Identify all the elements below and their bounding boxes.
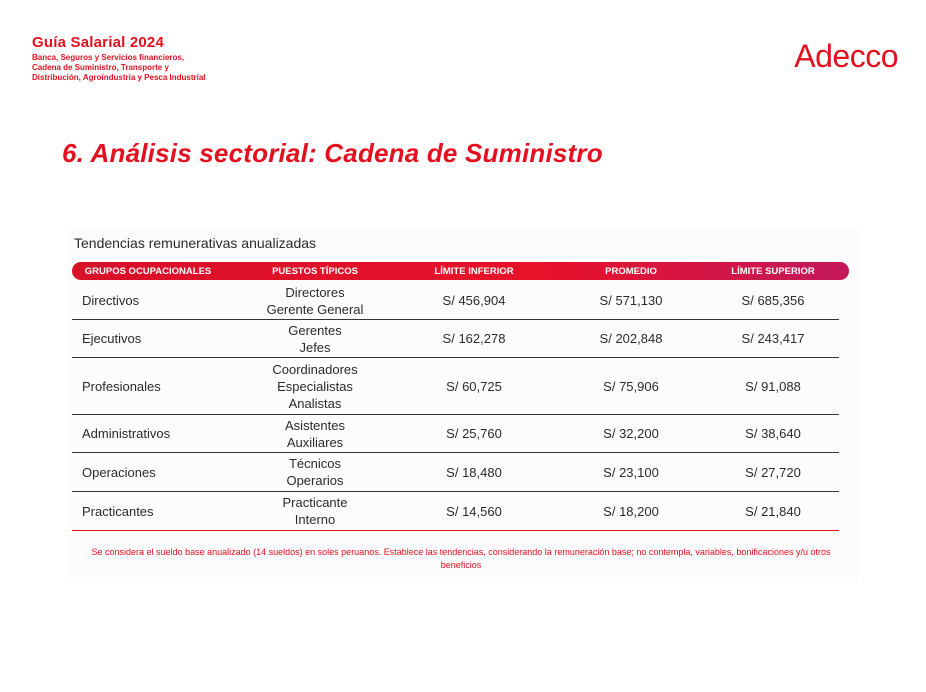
lower-limit-cell: S/ 25,760: [446, 426, 502, 441]
column-header-lower-limit: LÍMITE INFERIOR: [434, 266, 514, 277]
column-header-upper-limit: LÍMITE SUPERIOR: [731, 266, 815, 277]
average-cell: S/ 23,100: [603, 464, 659, 480]
column-header-average: PROMEDIO: [605, 266, 657, 277]
average-cell: S/ 75,906: [603, 378, 659, 394]
table-row: [72, 282, 839, 320]
positions-cell: [282, 492, 347, 530]
table-row: [72, 453, 839, 492]
lower-limit-cell: S/ 18,480: [446, 464, 502, 480]
lower-limit-cell: S/ 162,278: [442, 331, 506, 346]
position-label: Operarios: [286, 473, 344, 488]
group-cell: Operaciones: [82, 464, 156, 480]
position-label: Coordinadores: [272, 361, 358, 377]
position-label: Gerentes: [288, 322, 342, 338]
positions-cell: [285, 415, 345, 452]
table-title: Tendencias remunerativas anualizadas: [74, 235, 317, 251]
average-cell: S/ 32,200: [603, 426, 659, 441]
section-title: 6. Análisis sectorial: Cadena de Suministro: [62, 138, 603, 168]
group-cell: Administrativos: [82, 426, 171, 441]
upper-limit-cell: S/ 38,640: [745, 426, 801, 441]
lower-limit-cell: S/ 14,560: [446, 503, 502, 519]
upper-limit-cell: S/ 243,417: [741, 331, 805, 346]
average-cell: S/ 571,130: [599, 293, 663, 308]
position-label: Asistentes: [285, 417, 345, 433]
upper-limit-cell: S/ 21,840: [745, 503, 801, 519]
lower-limit-cell: S/ 456,904: [442, 293, 506, 308]
group-cell: Practicantes: [82, 503, 154, 519]
table-row: [72, 320, 839, 358]
positions-cell: [286, 453, 343, 491]
position-label: Gerente General: [266, 301, 364, 317]
position-label: Practicante: [282, 495, 348, 510]
group-cell: Ejecutivos: [82, 331, 142, 346]
upper-limit-cell: S/ 685,356: [741, 293, 805, 308]
guide-title: Guía Salarial 2024: [32, 34, 165, 51]
position-label: Técnicos: [288, 456, 342, 471]
table-header: [72, 262, 849, 280]
position-label: Directores: [285, 284, 345, 300]
table-row: [72, 492, 839, 531]
table-row: [72, 358, 839, 415]
lower-limit-cell: S/ 60,725: [446, 378, 502, 394]
position-label: Especialistas: [277, 378, 353, 394]
column-header-positions: PUESTOS TÍPICOS: [272, 266, 358, 277]
position-label: Interno: [294, 512, 336, 527]
average-cell: S/ 202,848: [599, 331, 663, 346]
guide-subtitle: Banca, Seguros y Servicios financieros, Cadena de Suministro, Transporte y Distribución, Agroindustria y Pesca Industrial: [32, 53, 206, 82]
position-label: Jefes: [299, 339, 331, 355]
column-header-groups: GRUPOS OCUPACIONALES: [84, 266, 212, 277]
table-row: [72, 415, 839, 453]
position-label: Auxiliares: [286, 434, 344, 450]
positions-cell: [267, 282, 364, 319]
table-footnote: Se considera el sueldo base anualizado (14 sueldos) en soles peruanos. Establece las tendencias, considerando la remuneración base; no contempla, variables, bonificaciones y/u otros beneficios: [91, 547, 831, 570]
average-cell: S/ 18,200: [603, 503, 659, 519]
group-cell: Directivos: [82, 293, 140, 308]
table-body: [72, 282, 839, 531]
positions-cell: [288, 320, 341, 357]
group-cell: Profesionales: [82, 378, 161, 394]
positions-cell: [272, 358, 357, 414]
upper-limit-cell: S/ 27,720: [745, 464, 801, 480]
upper-limit-cell: S/ 91,088: [745, 378, 801, 394]
position-label: Analistas: [288, 395, 342, 411]
adecco-logo: Adecco: [794, 38, 898, 74]
